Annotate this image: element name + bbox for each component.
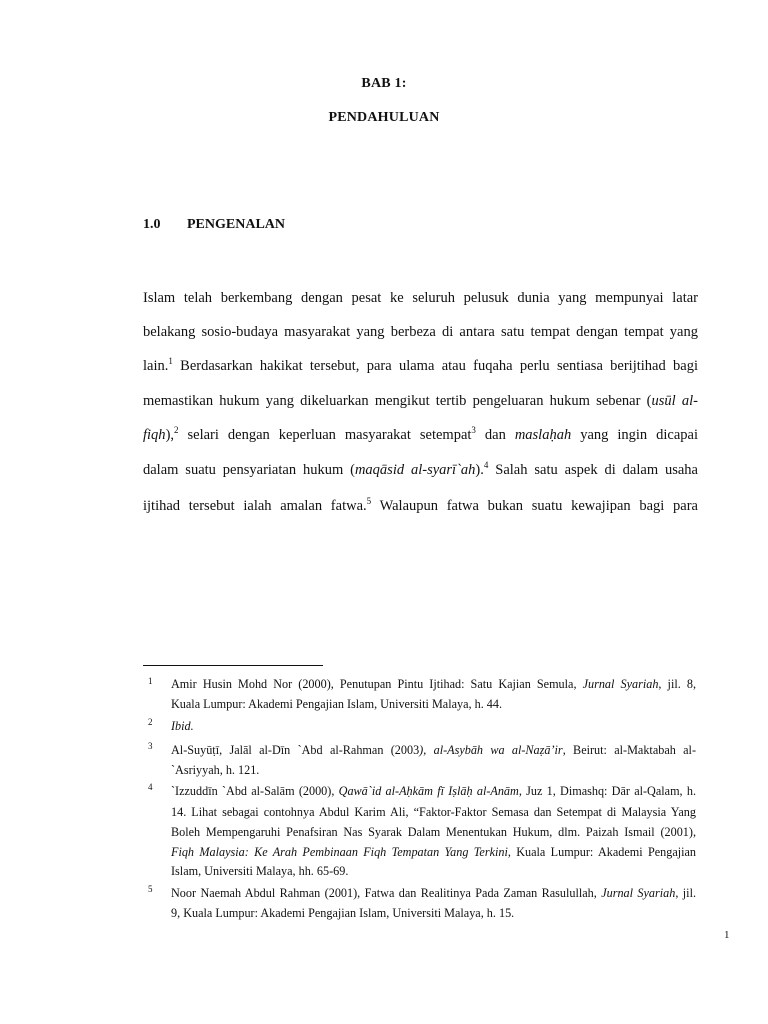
- footnote-number: 5: [148, 884, 153, 894]
- footnote-text: `Izzuddīn `Abd al-Salām (2000),: [171, 784, 339, 798]
- footnote-text: Amir Husin Mohd Nor (2000), Penutupan Pintu Ijtihad: Satu Kajian Semula,: [171, 677, 583, 691]
- footnote-line: `Asriyyah, h. 121.: [171, 763, 260, 777]
- section-number: 1.0: [143, 217, 161, 232]
- body-text: selari dengan keperluan masyarakat setempat: [178, 427, 472, 443]
- italic-term: maqāsid al-syarī`ah: [354, 462, 476, 478]
- footnote-text: Al-Suyūṭī, Jalāl al-Dīn `Abd al-Rahman (2003: [171, 743, 420, 757]
- footnote-line: [171, 719, 696, 734]
- body-line: [143, 323, 698, 341]
- section-title: PENGENALAN: [187, 217, 286, 232]
- footnote-ref[interactable]: 4: [483, 460, 489, 470]
- footnote-number: 3: [148, 741, 153, 751]
- footnote-text: , Beirut: al-Maktabah al-: [562, 743, 696, 757]
- chapter-title: PENDAHULUAN: [328, 110, 440, 125]
- footnote-line: Kuala Lumpur: Akademi Pengajian Islam, Universiti Malaya, h. 44.: [171, 697, 503, 711]
- footnote-line: 9, Kuala Lumpur: Akademi Pengajian Islam, Universiti Malaya, h. 15.: [171, 906, 515, 920]
- footnote-line: 14. Lihat sebagai contohnya Abdul Karim Ali, “Faktor-Faktor Semasa dan Setempat di Malaysia Yang: [171, 805, 696, 819]
- footnote-text: Noor Naemah Abdul Rahman (2001), Fatwa dan Realitinya Pada Zaman Rasulullah,: [171, 886, 602, 900]
- body-line: [143, 357, 698, 375]
- italic-term: usūl al-: [651, 393, 698, 409]
- body-text: Salah satu aspek di dalam usaha: [488, 462, 698, 478]
- footnote-separator: [143, 665, 323, 666]
- footnote-italic: Fiqh Malaysia: Ke Arah Pembinaan Fiqh Tempatan Yang Terkini: [171, 845, 508, 859]
- body-line: [143, 289, 698, 307]
- footnote-text: , jil.: [675, 886, 696, 900]
- footnote-italic: Qawā`id al-Aḥkām fī Iṣlāḥ al-Anām: [338, 784, 519, 798]
- footnote-line: [171, 743, 696, 758]
- body-line: [143, 461, 698, 479]
- body-text: ).: [475, 462, 484, 478]
- body-text: Islam telah berkembang dengan pesat ke seluruh pelusuk dunia yang mempunyai latar: [143, 290, 698, 306]
- body-text: dan: [475, 427, 515, 443]
- chapter-label: BAB 1:: [361, 76, 407, 91]
- footnote-line: Boleh Mempengaruhi Penafsiran Nas Syarak Dalam Menentukan Hukum, dlm. Paizah Ismail (2001),: [171, 825, 696, 839]
- footnote-text: , jil. 8,: [658, 677, 696, 691]
- body-line: [143, 426, 698, 444]
- body-line: [143, 497, 698, 515]
- footnote-ref[interactable]: 2: [174, 425, 179, 435]
- footnote-italic: Ibid.: [171, 719, 194, 733]
- footnote-text: , Juz 1, Dimashq: Dār al-Qalam, h.: [518, 784, 696, 798]
- body-text: ijtihad tersebut ialah amalan fatwa.: [143, 498, 367, 514]
- footnote-number: 1: [148, 676, 153, 686]
- footnote-line: [171, 845, 696, 860]
- footnote-italic: Jurnal Syariah: [582, 677, 659, 691]
- footnote-line: [171, 784, 696, 799]
- body-text: memastikan hukum yang dikeluarkan mengikut tertib pengeluaran hukum sebenar (: [143, 393, 652, 409]
- body-text: lain.: [143, 358, 169, 374]
- footnote-italic: ), al-Asybāh wa al-Naẓā’ir: [419, 743, 563, 757]
- footnote-ref[interactable]: 1: [168, 356, 173, 366]
- body-text: Walaupun fatwa bukan suatu kewajipan bagi para: [371, 498, 698, 514]
- body-text: dalam suatu pensyariatan hukum (: [143, 462, 355, 478]
- section-heading: [143, 217, 285, 233]
- page-number: 1: [724, 929, 730, 941]
- footnote-line: [171, 677, 696, 692]
- italic-term: fiqh: [143, 427, 166, 443]
- footnote-text: , Kuala Lumpur: Akademi Pengajian: [507, 845, 697, 859]
- body-text: Berdasarkan hakikat tersebut, para ulama atau fuqaha perlu sentiasa berijtihad bagi: [172, 358, 698, 374]
- footnote-number: 4: [148, 782, 153, 792]
- body-text: belakang sosio-budaya masyarakat yang berbeza di antara satu tempat dengan tempat yang: [143, 324, 698, 340]
- footnote-number: 2: [148, 717, 153, 727]
- footnote-ref[interactable]: 5: [366, 496, 372, 506]
- footnote-line: [171, 886, 696, 901]
- italic-term: maslaḥah: [514, 427, 572, 443]
- body-line: [143, 392, 698, 410]
- body-text: ),: [165, 427, 175, 443]
- footnote-italic: Jurnal Syariah: [601, 886, 676, 900]
- footnote-ref[interactable]: 3: [471, 425, 476, 435]
- body-text: yang ingin dicapai: [571, 427, 699, 443]
- footnote-line: Islam, Universiti Malaya, hh. 65-69.: [171, 864, 349, 878]
